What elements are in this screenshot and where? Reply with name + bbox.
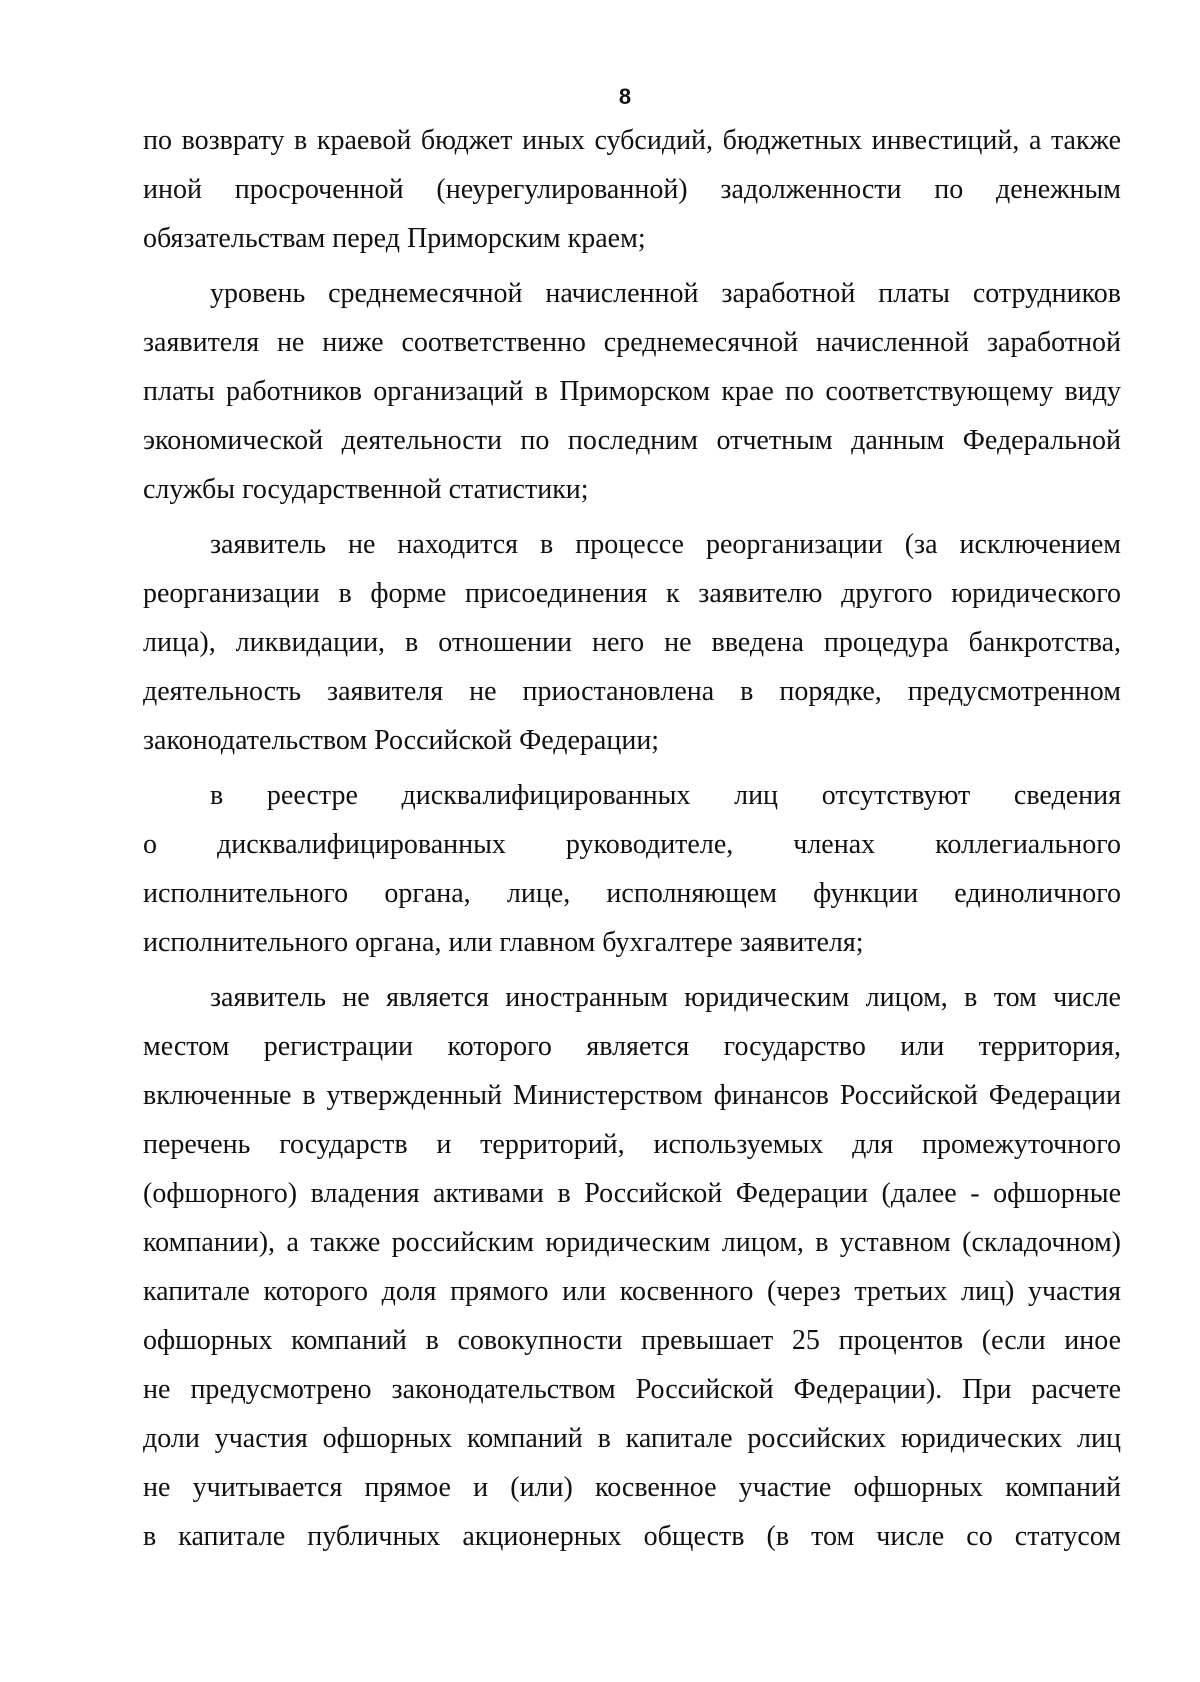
text-line: заявитель не находится в процессе реорганизации (за исключением bbox=[210, 529, 1121, 560]
text-line: платы работников организаций в Приморском крае по соответствующему виду bbox=[143, 376, 1121, 407]
paragraph bbox=[143, 771, 1121, 967]
paragraph bbox=[143, 973, 1121, 1561]
text-line: лица), ликвидации, в отношении него не введена процедура банкротства, bbox=[143, 627, 1121, 658]
text-line: доли участия офшорных компаний в капитале российских юридических лиц bbox=[143, 1423, 1121, 1454]
text-line: иной просроченной (неурегулированной) задолженности по денежным bbox=[143, 174, 1121, 205]
text-line: компании), а также российским юридическим лицом, в уставном (складочном) bbox=[143, 1227, 1121, 1258]
text-line: реорганизации в форме присоединения к заявителю другого юридического bbox=[143, 578, 1121, 609]
paragraph bbox=[143, 116, 1121, 263]
page-number: 8 bbox=[618, 84, 632, 109]
text-line: исполнительного органа, или главном бухгалтере заявителя; bbox=[143, 927, 864, 958]
text-line: перечень государств и территорий, используемых для промежуточного bbox=[143, 1129, 1121, 1160]
text-line: в капитале публичных акционерных обществ (в том числе со статусом bbox=[143, 1521, 1121, 1552]
text-line: включенные в утвержденный Министерством финансов Российской Федерации bbox=[143, 1080, 1121, 1111]
text-line: службы государственной статистики; bbox=[143, 474, 589, 505]
text-line: заявитель не является иностранным юридическим лицом, в том числе bbox=[210, 982, 1121, 1013]
text-line: заявителя не ниже соответственно среднемесячной начисленной заработной bbox=[143, 327, 1121, 358]
text-line: капитале которого доля прямого или косвенного (через третьих лиц) участия bbox=[143, 1276, 1121, 1307]
text-line: в реестре дисквалифицированных лиц отсутствуют сведения bbox=[210, 780, 1121, 811]
text-line: о дисквалифицированных руководителе, членах коллегиального bbox=[143, 829, 1121, 860]
text-line: по возврату в краевой бюджет иных субсидий, бюджетных инвестиций, а также bbox=[143, 125, 1121, 156]
text-line: не учитывается прямое и (или) косвенное участие офшорных компаний bbox=[143, 1472, 1121, 1503]
document-body bbox=[143, 116, 1121, 1567]
paragraph bbox=[143, 520, 1121, 765]
text-line: исполнительного органа, лице, исполняющем функции единоличного bbox=[143, 878, 1121, 909]
text-line: обязательствам перед Приморским краем; bbox=[143, 223, 646, 254]
text-line: не предусмотрено законодательством Российской Федерации). При расчете bbox=[143, 1374, 1121, 1405]
text-line: экономической деятельности по последним отчетным данным Федеральной bbox=[143, 425, 1121, 456]
text-line: (офшорного) владения активами в Российской Федерации (далее - офшорные bbox=[143, 1178, 1121, 1209]
text-line: законодательством Российской Федерации; bbox=[143, 725, 660, 756]
paragraph bbox=[143, 269, 1121, 514]
text-line: деятельность заявителя не приостановлена в порядке, предусмотренном bbox=[143, 676, 1121, 707]
text-line: местом регистрации которого является государство или территория, bbox=[143, 1031, 1121, 1062]
text-line: уровень среднемесячной начисленной заработной платы сотрудников bbox=[210, 278, 1121, 309]
text-line: офшорных компаний в совокупности превышает 25 процентов (если иное bbox=[143, 1325, 1121, 1356]
